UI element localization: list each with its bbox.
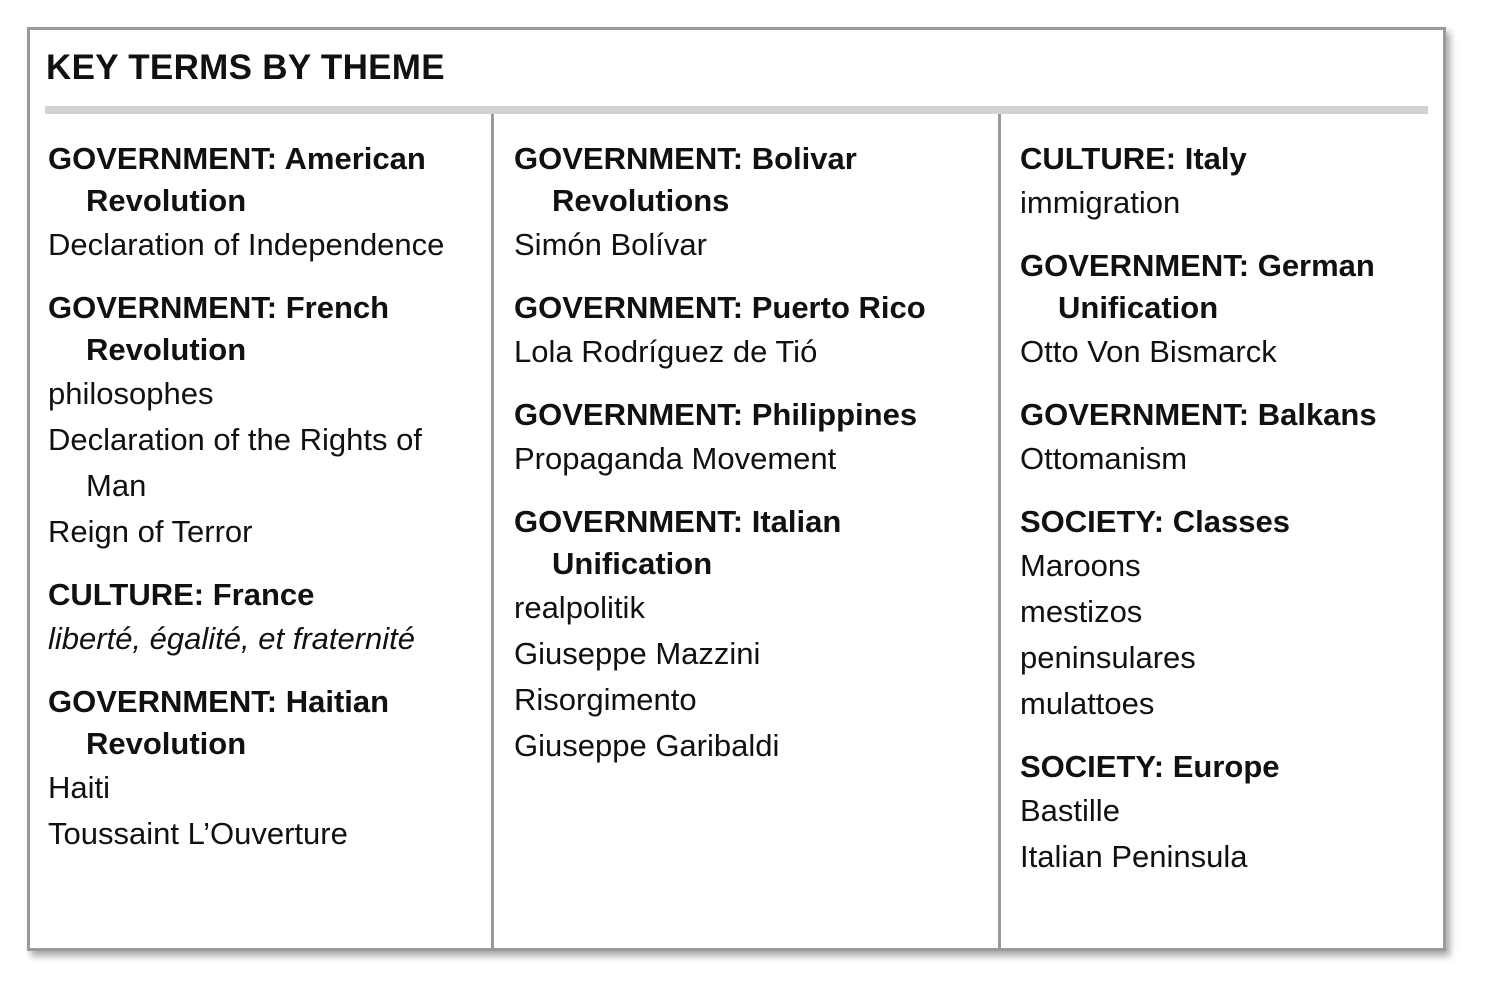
theme-heading [1020, 245, 1430, 329]
theme-heading [1020, 746, 1430, 788]
theme-heading [1020, 394, 1430, 436]
theme-group-haitian-revolution [48, 681, 484, 857]
key-term: Declaration of the Rights of Man [48, 422, 422, 503]
column-3 [1020, 138, 1430, 899]
theme-heading [1020, 501, 1430, 543]
theme-heading [514, 394, 984, 436]
theme-category: SOCIETY: [1020, 504, 1165, 539]
theme-category: GOVERNMENT: [48, 141, 278, 176]
theme-category: GOVERNMENT: [1020, 397, 1250, 432]
theme-topic: Classes [1172, 504, 1290, 539]
key-term: Ottomanism [1020, 441, 1188, 476]
theme-topic: Haitian Revolution [86, 684, 390, 761]
theme-topic: Italian Unification [552, 504, 842, 581]
theme-heading [514, 501, 984, 585]
column-divider-1 [491, 114, 494, 948]
theme-category: GOVERNMENT: [514, 397, 744, 432]
theme-category: SOCIETY: [1020, 749, 1165, 784]
key-term: peninsulares [1020, 640, 1196, 675]
column-2 [514, 138, 984, 788]
theme-category: GOVERNMENT: [48, 684, 278, 719]
theme-category: GOVERNMENT: [514, 141, 744, 176]
theme-heading [48, 138, 484, 222]
theme-heading [48, 681, 484, 765]
theme-category: GOVERNMENT: [1020, 248, 1250, 283]
key-term: immigration [1020, 185, 1181, 220]
key-term: mulattoes [1020, 686, 1155, 721]
theme-topic: French Revolution [86, 290, 390, 367]
theme-group-balkans [1020, 394, 1430, 482]
theme-group-italian-unification [514, 501, 984, 769]
theme-topic: Bolivar Revolutions [552, 141, 857, 218]
theme-category: CULTURE: [1020, 141, 1177, 176]
theme-topic: American Revolution [86, 141, 426, 218]
column-1 [48, 138, 484, 876]
theme-category: GOVERNMENT: [514, 504, 744, 539]
key-term: mestizos [1020, 594, 1143, 629]
key-term: Giuseppe Mazzini [514, 636, 761, 671]
theme-group-puerto-rico [514, 287, 984, 375]
theme-category: CULTURE: [48, 577, 205, 612]
key-term: realpolitik [514, 590, 645, 625]
theme-heading [514, 138, 984, 222]
key-term: philosophes [48, 376, 214, 411]
key-terms-panel [27, 27, 1446, 951]
key-term: Propaganda Movement [514, 441, 837, 476]
key-term: Simón Bolívar [514, 227, 707, 262]
theme-topic: Puerto Rico [751, 290, 926, 325]
theme-topic: France [212, 577, 315, 612]
theme-heading [48, 574, 484, 616]
theme-topic: Europe [1172, 749, 1280, 784]
theme-group-society-europe [1020, 746, 1430, 880]
theme-group-culture-france [48, 574, 484, 662]
key-term: Lola Rodríguez de Tió [514, 334, 818, 369]
key-term: Toussaint L’Ouverture [48, 816, 348, 851]
theme-heading [1020, 138, 1430, 180]
theme-group-bolivar-revolutions [514, 138, 984, 268]
theme-topic: Italy [1184, 141, 1247, 176]
key-term: Maroons [1020, 548, 1141, 583]
key-term: Declaration of Independence [48, 227, 445, 262]
theme-topic: Philippines [751, 397, 918, 432]
key-term: Reign of Terror [48, 514, 253, 549]
theme-heading [514, 287, 984, 329]
key-term: Risorgimento [514, 682, 697, 717]
title-rule [45, 106, 1428, 114]
key-term: Giuseppe Garibaldi [514, 728, 780, 763]
theme-category: GOVERNMENT: [48, 290, 278, 325]
panel-title: KEY TERMS BY THEME [46, 48, 445, 87]
theme-group-culture-italy [1020, 138, 1430, 226]
theme-group-philippines [514, 394, 984, 482]
theme-topic: German Unification [1058, 248, 1375, 325]
theme-group-german-unification [1020, 245, 1430, 375]
key-term: Bastille [1020, 793, 1120, 828]
key-term: Italian Peninsula [1020, 839, 1248, 874]
key-term: Haiti [48, 770, 111, 805]
theme-topic: Balkans [1257, 397, 1377, 432]
column-divider-2 [998, 114, 1001, 948]
key-term: liberté, égalité, et fraternité [48, 621, 416, 656]
key-term: Otto Von Bismarck [1020, 334, 1277, 369]
theme-category: GOVERNMENT: [514, 290, 744, 325]
theme-group-american-revolution [48, 138, 484, 268]
theme-heading [48, 287, 484, 371]
theme-group-french-revolution [48, 287, 484, 555]
theme-group-society-classes [1020, 501, 1430, 727]
